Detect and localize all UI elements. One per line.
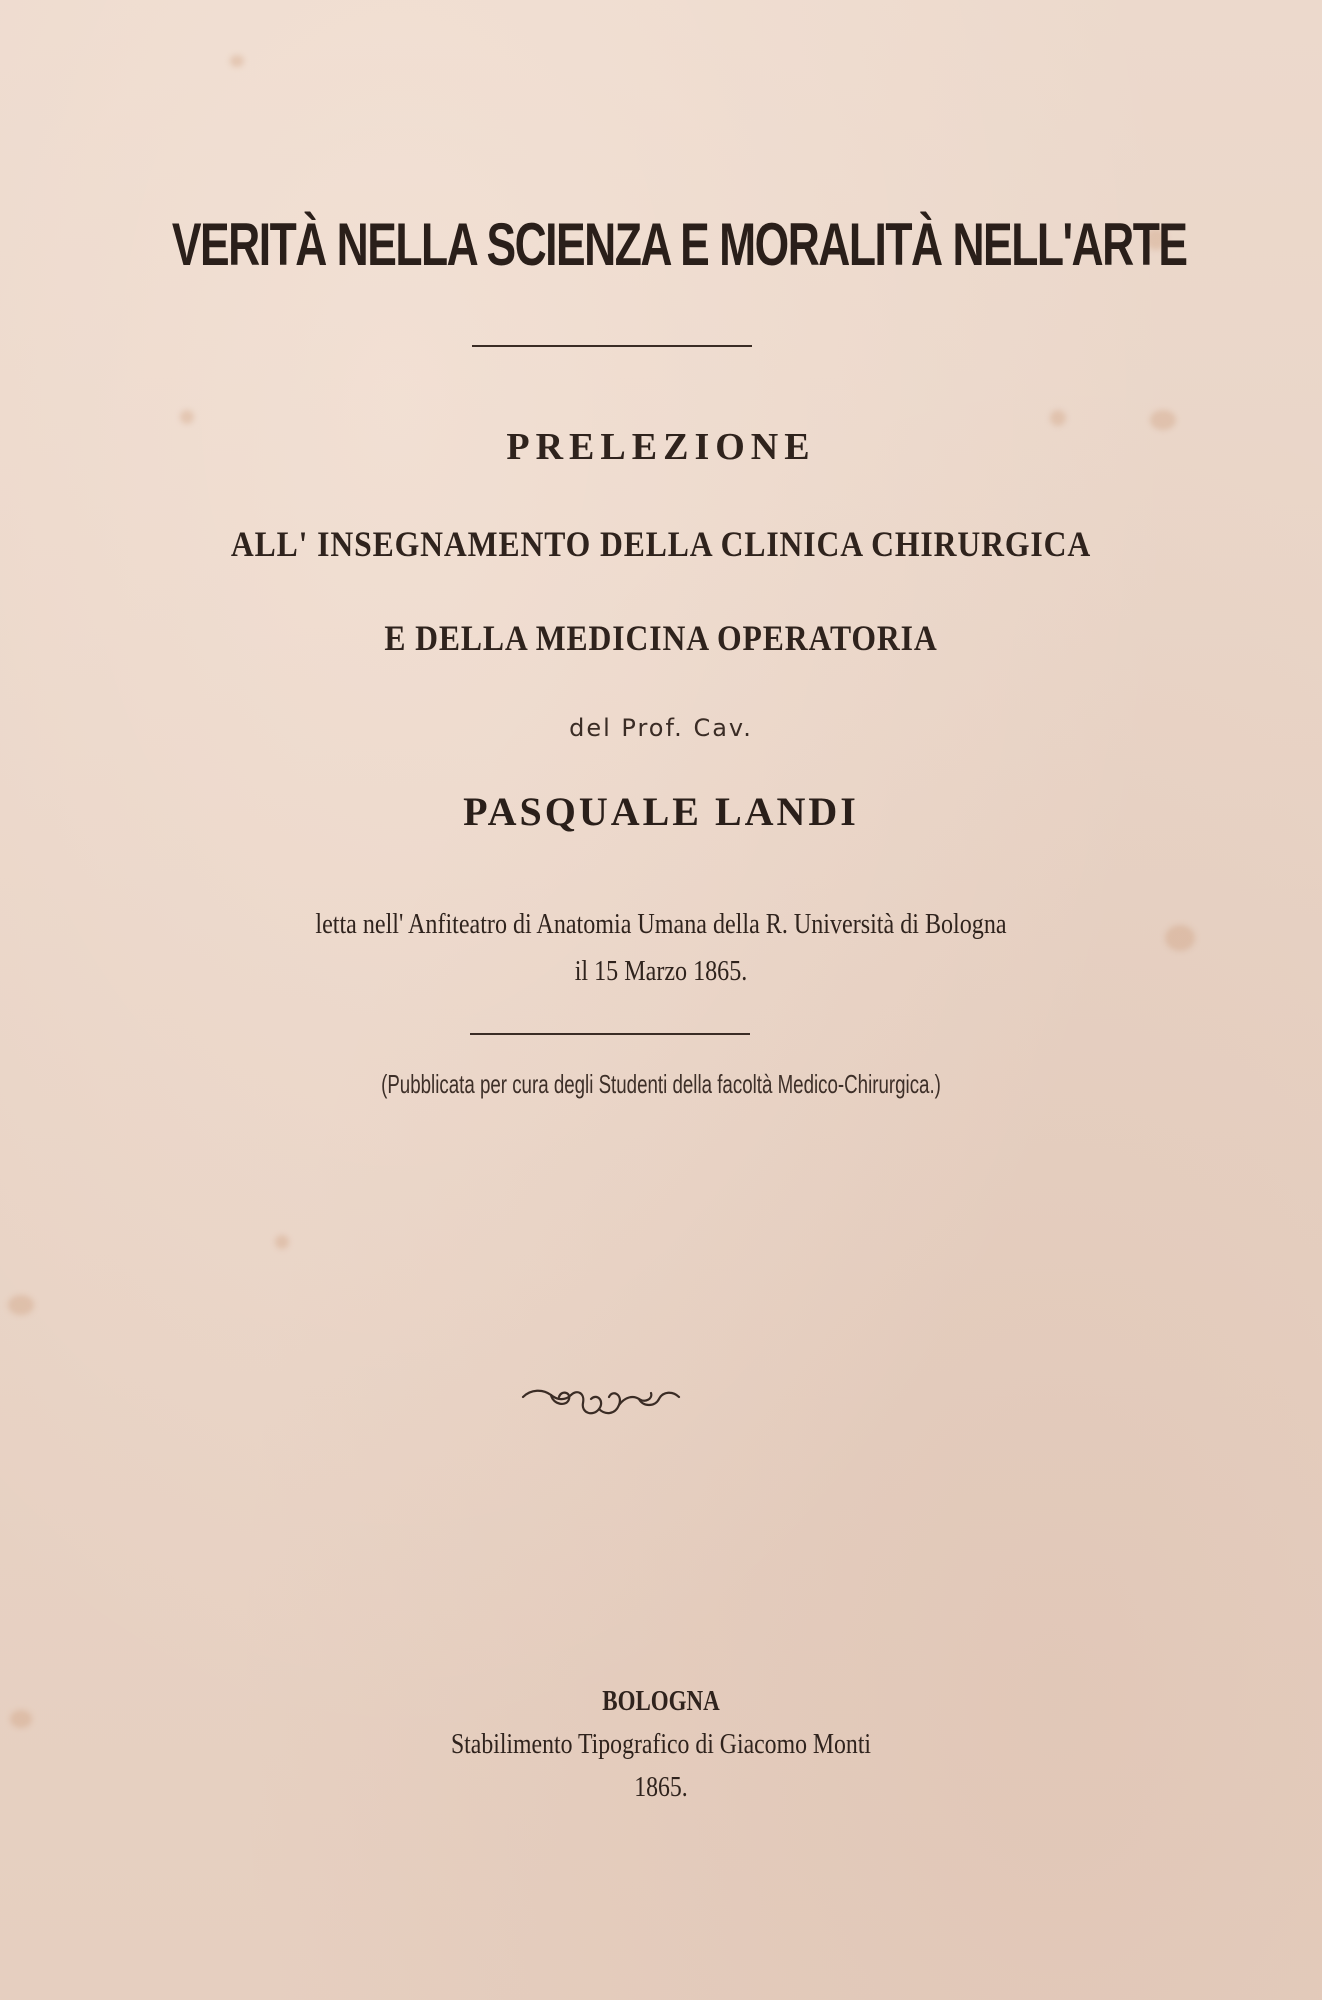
author-prefix: del Prof. Cav. bbox=[569, 714, 753, 742]
foxing-spot bbox=[275, 1235, 289, 1249]
subtitle: PRELEZIONE bbox=[506, 426, 816, 468]
foxing-spot bbox=[230, 55, 244, 67]
reading-line-2: il 15 Marzo 1865. bbox=[574, 956, 748, 987]
imprint-publisher: Stabilimento Tipografico di Giacomo Monti bbox=[450, 1728, 872, 1760]
course-line-2: E DELLA MEDICINA OPERATORIA bbox=[384, 618, 938, 658]
title-rule bbox=[472, 345, 752, 347]
imprint-year: 1865. bbox=[634, 1771, 688, 1803]
note-rule bbox=[470, 1033, 750, 1035]
main-title: VERITÀ NELLA SCIENZA E MORALITÀ NELL'ARTE bbox=[171, 211, 1187, 278]
course-line-1: ALL' INSEGNAMENTO DELLA CLINICA CHIRURGICA bbox=[230, 524, 1092, 564]
reading-line-1: letta nell' Anfiteatro di Anatomia Umana della R. Università di Bologna bbox=[315, 909, 1007, 940]
publication-note: (Pubblicata per cura degli Studenti della facoltà Medico-Chirurgica.) bbox=[381, 1069, 941, 1099]
imprint-city: BOLOGNA bbox=[602, 1686, 720, 1717]
flourish-ornament-icon bbox=[521, 1375, 681, 1425]
foxing-spot bbox=[10, 1710, 32, 1728]
author-name: PASQUALE LANDI bbox=[463, 789, 859, 834]
foxing-spot bbox=[8, 1295, 34, 1315]
